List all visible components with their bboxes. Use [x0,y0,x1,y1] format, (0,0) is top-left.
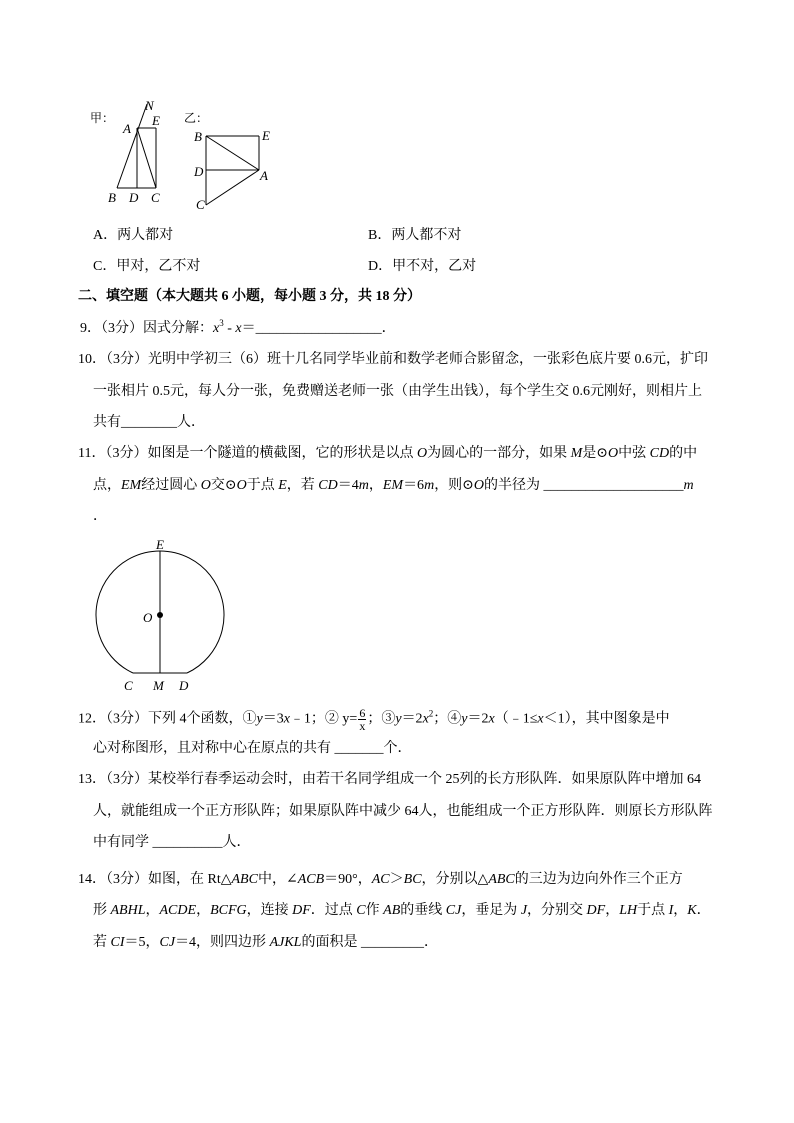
math-variable: AB [383,903,401,918]
math-variable: BCFG [210,903,247,918]
math-variable: K [687,903,697,918]
option-d: D．甲不对，乙对 [368,259,477,274]
math-variable: AC [371,872,390,887]
math-variable: ABC [488,872,515,887]
math-variable: x [537,711,544,727]
option-a: A．两人都对 [93,228,174,243]
jia-label-C: C [151,190,160,205]
math-variable: O [473,478,485,493]
yi-label-D: D [194,164,204,179]
jia-label-B: B [108,190,116,205]
superscript: 3 [219,318,224,328]
math-variable: ABC [231,872,258,887]
center-dot [157,612,163,618]
math-variable: LH [619,903,638,918]
figures-jia-yi [85,95,285,215]
math-variable: EM [382,478,404,493]
math-variable: CD [649,446,670,461]
math-variable: x [283,711,290,727]
math-variable: CI [110,935,125,950]
math-variable: J [520,903,528,918]
math-variable: x [213,321,220,336]
q12-line-1: 12．（3分）下列 4个函数，①y＝3x﹣1；② y= $\frac{6}{x}$ ；$③y=2x^2$；④y＝2x（﹣1≤x＜1），其中图象是中 [78,706,670,733]
circle-label-O: O [143,610,153,625]
math-variable: I [668,903,674,918]
circle-label-M: M [153,678,164,693]
q11-line-2: 点，EM经过圆心 O交⊙O于点 E，若 CD＝4m，EM＝6m，则⊙O的半径为 ____________________m [93,478,694,493]
math-variable: DF [292,903,311,918]
math-variable: ACB [297,872,325,887]
tunnel-circle-figure [85,535,245,695]
math-variable: CJ [445,903,462,918]
option-b: B．两人都不对 [368,228,462,243]
math-variable: BC [403,872,422,887]
circle-label-C: C [124,678,133,693]
math-variable: ACDE [159,903,197,918]
math-variable: m [683,478,694,493]
math-variable: EM [121,478,142,493]
fraction [358,707,366,732]
q11-line-1: 11．（3分）如图是一个隧道的横截图，它的形状是以点 O为圆心的一部分，如果 M是⊙O中弦 CD的中 [78,446,698,461]
fraction-denominator: x [359,719,366,733]
q10-line-1: 10．（3分）光明中学初三（6）班十几名同学毕业前和数学老师合影留念，一张彩色底片要 0.6元，扩印 [78,352,708,367]
jia-label-A: A [123,121,131,136]
math-variable: m [424,478,435,493]
q13-line-3: 中有同学 __________人． [93,835,251,850]
yi-label-B: B [194,129,202,144]
yi-line-CA [206,170,259,205]
math-variable: O [236,478,247,493]
q14-line-3: 若 CI＝5，CJ＝4，则四边形 AJKL的面积是 _________． [93,935,438,950]
math-variable: CD [318,478,338,493]
q12-line-2: 心对称图形，且对称中心在原点的共有 _______个． [93,741,412,756]
jia-line-AC [137,128,156,188]
math-variable: M [570,446,583,461]
superscript: 2 [428,708,434,719]
math-variable: ABHL [110,903,146,918]
q13-line-2: 人，就能组成一个正方形队阵；如果原队阵中减少 64人，也能组成一个正方形队阵．则原长方形队阵 [93,804,713,819]
q14-line-2: 形 ABHL，ACDE，BCFG，连接 DF．过点 C作 AB的垂线 CJ，垂足为 J，分别交 DF，LH于点 I，K． [93,903,711,918]
jia-caption: 甲： [90,111,115,125]
math-variable: y [461,711,468,727]
q14-line-1: 14．（3分）如图，在 Rt△ABC中，∠ACB＝90°，AC＞BC，分别以△ABC的三边为边向外作三个正方 [78,872,683,887]
math-variable: C [356,903,366,918]
fraction-numerator: 6 [359,706,366,720]
yi-label-A: A [260,168,268,183]
yi-caption: 乙： [184,111,209,125]
q10-line-3: 共有________人． [93,415,205,430]
math-variable: O [416,446,428,461]
option-c: C．甲对，乙不对 [93,259,201,274]
yi-line-BA [206,136,259,170]
math-variable: DF [586,903,606,918]
math-variable: O [608,446,619,461]
yi-label-E: E [262,128,270,143]
math-variable: AJKL [269,935,302,950]
section-heading: 二、填空题（本大题共 6 小题，每小题 3 分，共 18 分） [78,289,421,304]
math-variable: x [422,711,429,727]
jia-label-E: E [152,113,160,128]
jia-label-D: D [129,190,139,205]
math-variable: x [235,321,242,336]
circle-label-E: E [156,537,164,552]
math-variable: O [200,478,211,493]
math-variable: y [395,711,402,727]
math-variable: y [256,711,263,727]
math-variable: x [488,711,495,727]
jia-label-N: N [145,98,154,113]
q11-line-3: ． [93,509,107,524]
q9-line-1: 9．（3分）因式分解：$x^3$ - x＝__________________． [80,318,396,336]
q10-line-2: 一张相片 0.5元，每人分一张，免费赠送老师一张（由学生出钱），每个学生交 0.6元刚好，则相片上 [93,384,702,399]
math-variable: CJ [159,935,176,950]
yi-label-C: C [196,197,205,212]
q13-line-1: 13．（3分）某校举行春季运动会时，由若干名同学组成一个 25列的长方形队阵．如果原队阵中增加 64 [78,772,701,787]
math-variable: E [278,478,287,493]
math-variable: m [358,478,369,493]
circle-label-D: D [179,678,189,693]
